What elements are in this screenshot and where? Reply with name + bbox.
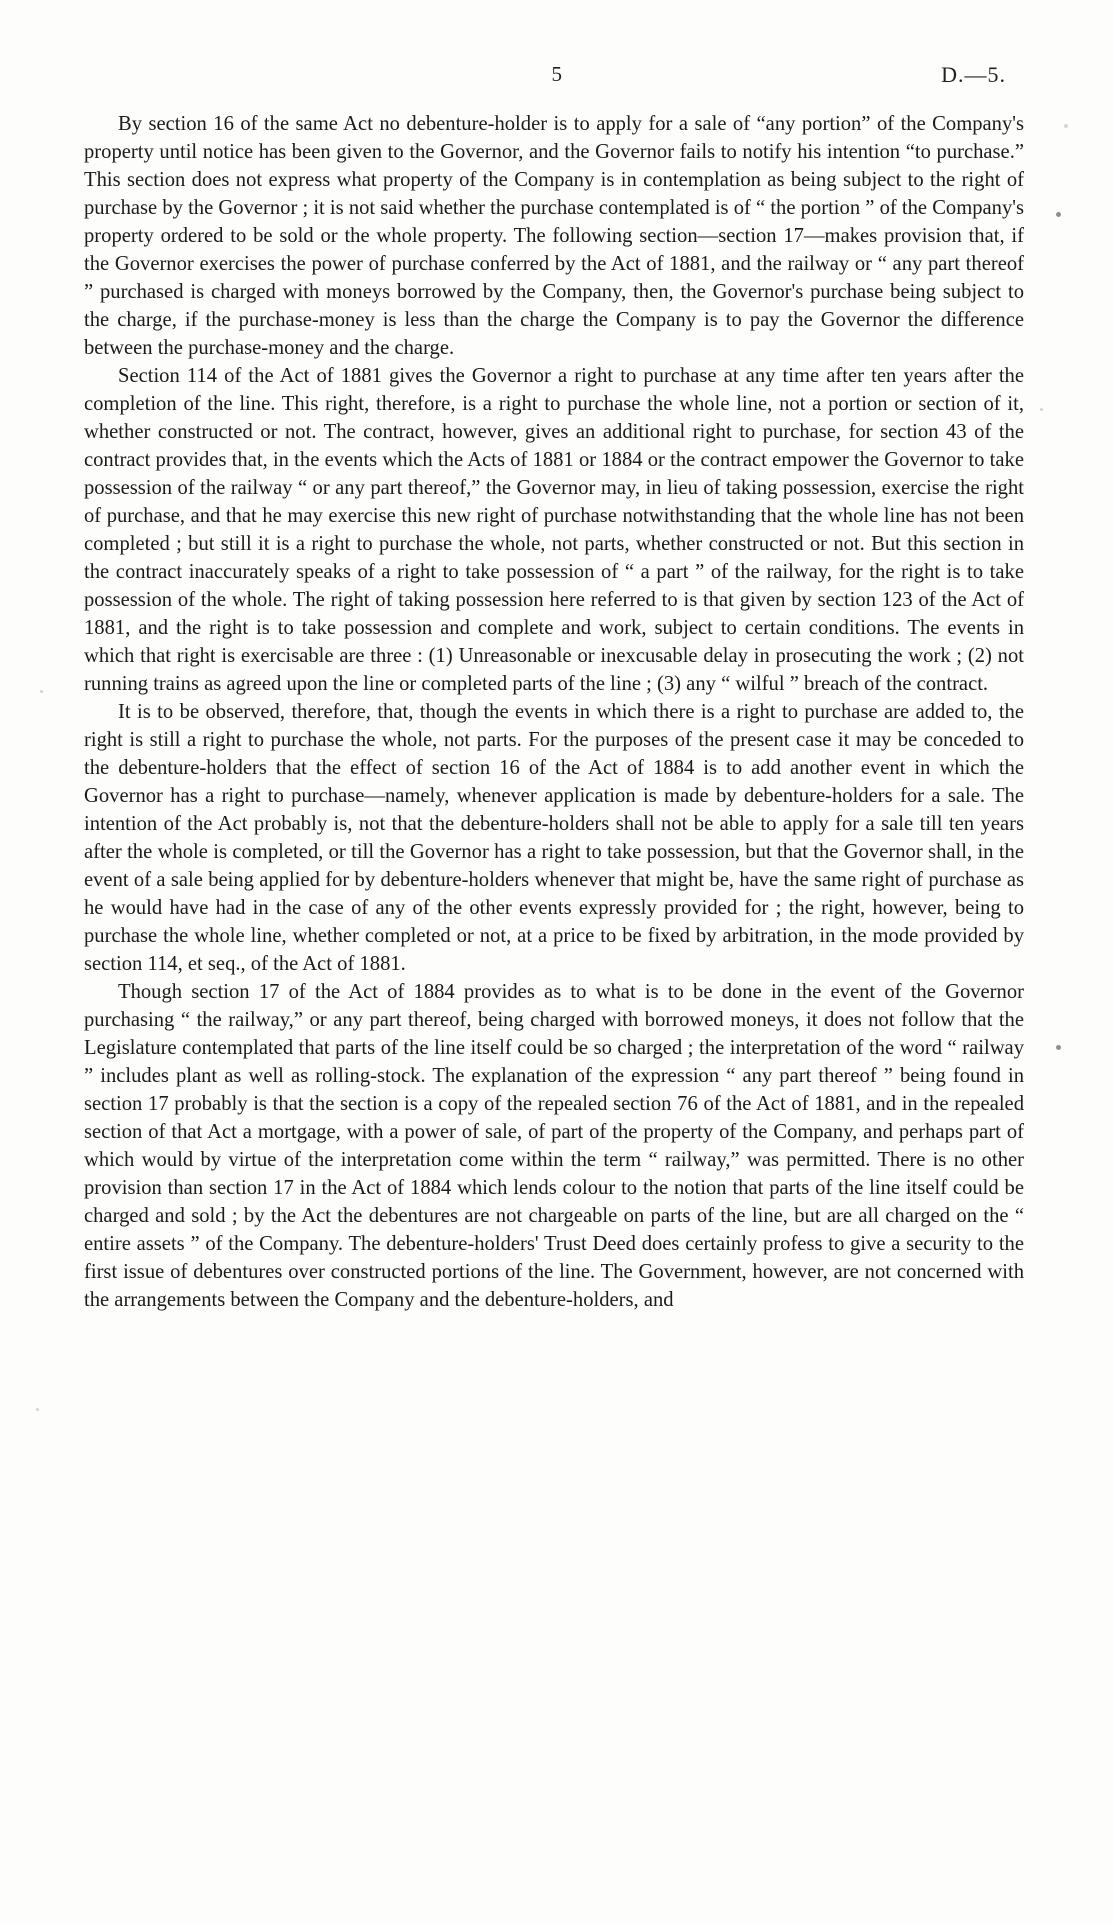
margin-speck-icon: [1056, 1045, 1061, 1050]
page-speck-icon: [1064, 124, 1068, 128]
paragraph-4: Though section 17 of the Act of 1884 provides as to what is to be done in the event of the Governor purchasing “ the railway,” or any part thereof, being charged with borrowed moneys, it does not follow that the Legislature contemplated that parts of the line itself could be so charged ; the interpretation of the word “ railway ” includes plant as well as rolling-stock. The explanation of the expression “ any part thereof ” being found in section 17 probably is that the section is a copy of the repealed section 76 of the Act of 1881, and in the repealed section of that Act a mortgage, with a power of sale, of part of the property of the Company, and perhaps part of which would by virtue of the interpretation come within the term “ railway,” was permitted. There is no other provision than section 17 in the Act of 1884 which lends colour to the notion that parts of the line itself could be charged and sold ; by the Act the debentures are not chargeable on parts of the line, but are all charged on the “ entire assets ” of the Company. The debenture-holders' Trust Deed does certainly profess to give a security to the first issue of debentures over constructed portions of the line. The Government, however, are not concerned with the arrangements between the Company and the debenture-holders, and: [84, 981, 1024, 1311]
page-speck-icon: [1040, 408, 1043, 411]
paragraph-3: It is to be observed, therefore, that, though the events in which there is a right to purchase are added to, the right is still a right to purchase the whole, not parts. For the purposes of the present case it may be conceded to the debenture-holders that the effect of section 16 of the Act of 1884 is to add another event in which the Governor has a right to purchase—namely, whenever application is made by debenture-holders for a sale. The intention of the Act probably is, not that the debenture-holders shall not be able to apply for a sale till ten years after the whole is completed, or till the Governor has a right to take possession, but that the Governor shall, in the event of a sale being applied for by debenture-holders whenever that might be, have the same right of purchase as he would have had in the case of any of the other events expressly provided for ; the right, however, being to purchase the whole line, whether completed or not, at a price to be fixed by arbitration, in the mode provided by section 114, et seq., of the Act of 1881.: [84, 701, 1024, 975]
document-body: [84, 110, 1024, 1314]
paragraph-2: Section 114 of the Act of 1881 gives the Governor a right to purchase at any time after ten years after the completion of the line. This right, therefore, is a right to purchase the whole line, not a portion or section of it, whether constructed or not. The contract, however, gives an additional right to purchase, for section 43 of the contract provides that, in the events which the Acts of 1881 or 1884 or the contract empower the Governor to take possession of the railway “ or any part thereof,” the Governor may, in lieu of taking possession, exercise the right of purchase, and that he may exercise this new right of purchase notwithstanding that the whole line has not been completed ; but still it is a right to purchase the whole, not parts, whether constructed or not. But this section in the contract inaccurately speaks of a right to take possession of “ a part ” of the railway, for the right is to take possession of the whole. The right of taking possession here referred to is that given by section 123 of the Act of 1881, and the right is to take possession and complete and work, subject to certain conditions. The events in which that right is exercisable are three : (1) Unreasonable or inexcusable delay in prosecuting the work ; (2) not running trains as agreed upon the line or completed parts of the line ; (3) any “ wilful ” breach of the contract.: [84, 365, 1024, 695]
margin-speck-icon: [1056, 212, 1061, 217]
page-speck-icon: [40, 690, 43, 693]
document-reference: D.—5.: [941, 62, 1006, 87]
page-number: 5: [551, 62, 563, 86]
paragraph-1: By section 16 of the same Act no debenture-holder is to apply for a sale of “any portion” of the Company's property until notice has been given to the Governor, and the Governor fails to notify his intention “to purchase.” This section does not express what property of the Company is in contemplation as being subject to the right of purchase by the Governor ; it is not said whether the purchase contemplated is of “ the portion ” of the Company's property ordered to be sold or the whole property. The following section—section 17—makes provision that, if the Governor exercises the power of purchase conferred by the Act of 1881, and the railway or “ any part thereof ” purchased is charged with moneys borrowed by the Company, then, the Governor's purchase being subject to the charge, if the purchase-money is less than the charge the Company is to pay the Governor the difference between the purchase-money and the charge.: [84, 113, 1024, 359]
page-header: [0, 62, 1114, 96]
page-speck-icon: [36, 1408, 39, 1411]
